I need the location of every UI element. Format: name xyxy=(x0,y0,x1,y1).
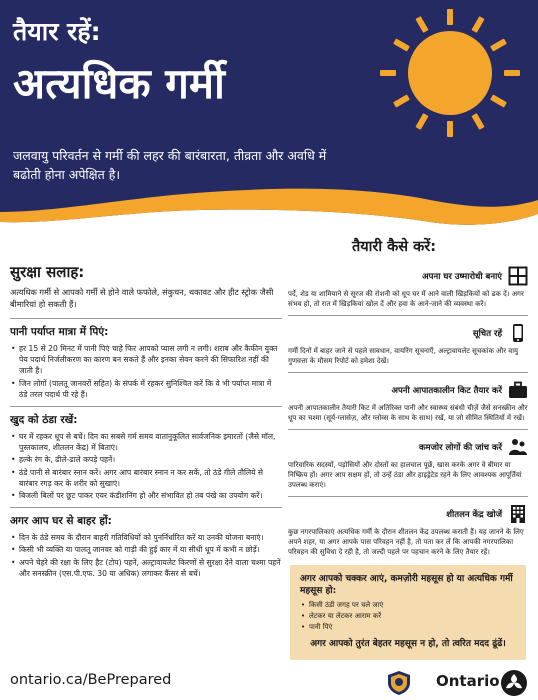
hero-subtitle: जलवायु परिवर्तन से गर्मी की लहर की बारंबारता, तीव्रता और अवधि में बढोती होना अपेक्षित है। xyxy=(13,148,327,182)
prep-card-informed xyxy=(288,323,528,373)
card-title: कमजोर लोगों की जांच करें xyxy=(418,442,502,453)
list-item: • घर में रहकर धूप से बचें। दिन का सबसे गर्म समय वातानुकूलित सार्वजनिक इमारतों (जैसे मॉल, पुस्तकालय, शीतलन केंद्र) में बिताएं। xyxy=(10,431,282,453)
warning-title: अगर आपको चक्कर आएं, कमज़ोरी महसूस हो या अत्यधिक गर्मी महसूस हो: xyxy=(300,574,513,596)
divider xyxy=(10,507,282,508)
list-item: • बिजली बिलों पर छूट पाकर एयर कंडीशनिंग हो और संभावित हो तब पंखे का उपयोग करें। xyxy=(10,490,282,501)
card-text: गर्मी दिनों में बाहर जाने से पहले सावधान, वायरिंग सूचनाएँ, अल्ट्रावायलेट सूचकांक और वायु गुणवत्ता के मौसम रिपोर्ट को हमेशा देखें। xyxy=(288,347,519,365)
people-icon xyxy=(508,437,528,457)
list-item: • ठंडे पानी से बारंबार स्नान करें। अगर आप बारंबार स्नान न कर सकें, तो ठंडे गीले तौलिये से बारंबार रगड़ कर के शरीर को सुखाएं। xyxy=(10,467,282,489)
prep-card-kit xyxy=(288,380,528,430)
card-title: अपना घर उष्मारोधी बनाएं xyxy=(422,271,502,282)
ontario-wordmark: Ontario xyxy=(436,672,500,690)
hero-title-line1: तैयार रहें: xyxy=(13,17,101,46)
hero-banner xyxy=(0,0,538,232)
card-title: शीतलन केंद्र खोजें xyxy=(446,509,502,520)
card-text: पर्दे, शेड या शामियाने से सूरज की रोशनी को धूप घर में आने वाली खिड़कियों को ढक दें। अगर संभव हो, तो रात में खिड़कियां खोल दें और हवा के आने-जाने की व्यवस्था करें। xyxy=(288,290,524,308)
safety-intro: अत्यधिक गर्मी से आपको गर्मी से होने वाले फफोले, संकुचन, थकावट और हीट स्ट्रोक जैसी बीमारियां हो सकती हैं। xyxy=(10,286,282,319)
warning-box xyxy=(290,565,526,660)
list-item: • पानी पिएं xyxy=(300,622,516,632)
card-text: अपनी आपातकालीन तैयारी किट में अतिरिक्त पानी और स्वास्थ्य संबंधी चीज़ें जैसे सनस्क्रीन और धूप का चश्मा (सूर्य-ग्लासेज़, और ग्लोव्स के साथ के साथ) रखें, या जो सीमित स्थितियों में रखें। xyxy=(288,404,528,422)
outside-heading: अगर आप घर से बाहर हों: xyxy=(10,515,112,528)
list-item: • हर 15 से 20 मिनट में पानी पिएं चाहे फिर आपको प्यास लगी न लगी। शराब और कैफीन युक्त पेय पदार्थ निर्जलीकरण का कारण बन सकते हैं और इनका सेवन करने की सिफारिश नहीं की जाती है। xyxy=(10,343,282,377)
trillium-logo-icon xyxy=(500,669,528,697)
card-text: पारिवारिक सदस्यों, पड़ोसियों और दोस्तों का हालचाल पूछें, खास करके अगर वे बीमार या निष्क्रिय हों। अगर आप सक्षम हों, तो उन्हें ठंडा और हाइड्रेटेड रहने के लिए आवश्यक आपूर्तियां उपलब्ध कराएं। xyxy=(288,461,522,489)
safety-tips-column xyxy=(10,262,282,585)
water-list xyxy=(10,343,282,400)
phone-icon xyxy=(508,323,528,343)
card-title: अपनी आपातकालीन किट तैयार करें xyxy=(391,385,502,396)
list-item: • हल्के रंग के, ढीले-ढाले कपड़े पहनें। xyxy=(10,454,282,465)
website-link[interactable]: ontario.ca/BePrepared xyxy=(10,672,172,688)
card-text: कुछ नगरपालिकाएं अत्यधिक गर्मी के दौरान शीतलन केंद्र उपलब्ध कराती हैं। यह जानने के लिए अपने शहर, या अगर आपके पास परिवहन नहीं है, तो पता कर लें कि आपकी नगरपालिका परिवहन की सुविधा दे रही है, तो जल्दी पहले पर पहचान करने के लिए तैयार रहें। xyxy=(288,528,524,556)
list-item: • लेटकर या लेटकर आराम करें xyxy=(300,611,516,621)
briefcase-icon xyxy=(508,380,528,400)
safety-heading: सुरक्षा सलाह: xyxy=(10,263,85,281)
sun-icon xyxy=(376,8,524,138)
outside-list xyxy=(10,532,282,579)
cool-heading: खुद को ठंडा रखें: xyxy=(10,414,78,427)
prep-card-cooling-centre xyxy=(288,504,528,563)
prepare-heading: तैयारी कैसे करें: xyxy=(352,239,437,255)
list-item: • किसी भी व्यक्ति या पालतू जानवर को गाड़ी की हुई कार में या सीधी धूप में कभी न छोड़ें। xyxy=(10,544,282,555)
preparation-column xyxy=(288,236,528,570)
list-item: • किसी ठंडी जगह पर चले जाएं xyxy=(300,600,516,610)
building-icon xyxy=(508,504,528,524)
ontario-crest-icon xyxy=(386,670,412,696)
card-title: सूचित रहें xyxy=(472,328,502,339)
prep-card-vulnerable xyxy=(288,437,528,497)
cool-list xyxy=(10,431,282,501)
prep-card-insulate xyxy=(288,266,528,316)
list-item: • जिन लोगों (पालतू जानवरों सहित) के संपर्क में रहकर सुनिश्चित करें कि वे भी पर्याप्त मात्रा में ठंडे तरल पदार्थ पी रहे हैं। xyxy=(10,378,282,400)
warning-list xyxy=(300,600,516,632)
water-heading: पानी पर्याप्त मात्रा में पिएं: xyxy=(10,326,109,338)
hero-title-line2: अत्यधिक गर्मी xyxy=(13,59,225,108)
window-icon xyxy=(508,266,528,286)
divider xyxy=(10,406,282,407)
warning-footer: अगर आपको तुरंत बेहतर महसूस न हो, तो त्वरित मदद ढूंढें। xyxy=(310,639,506,649)
list-item: • दिन के ठंडे समय के दौरान बाहरी गतिविधियों को पुनर्निर्धारित करें या उनकी योजना बनाएं। xyxy=(10,532,282,543)
list-item: • अपने चेहरे की रक्षा के लिए हैट (टोप) पहनें, अल्ट्रावायलेट किरणों से सुरक्षा देने वाला चश्मा पहनें और सनस्क्रीन (एस.पी.एफ. 30 या अधिक) लगाकर कैंसर से बचें। xyxy=(10,557,282,579)
